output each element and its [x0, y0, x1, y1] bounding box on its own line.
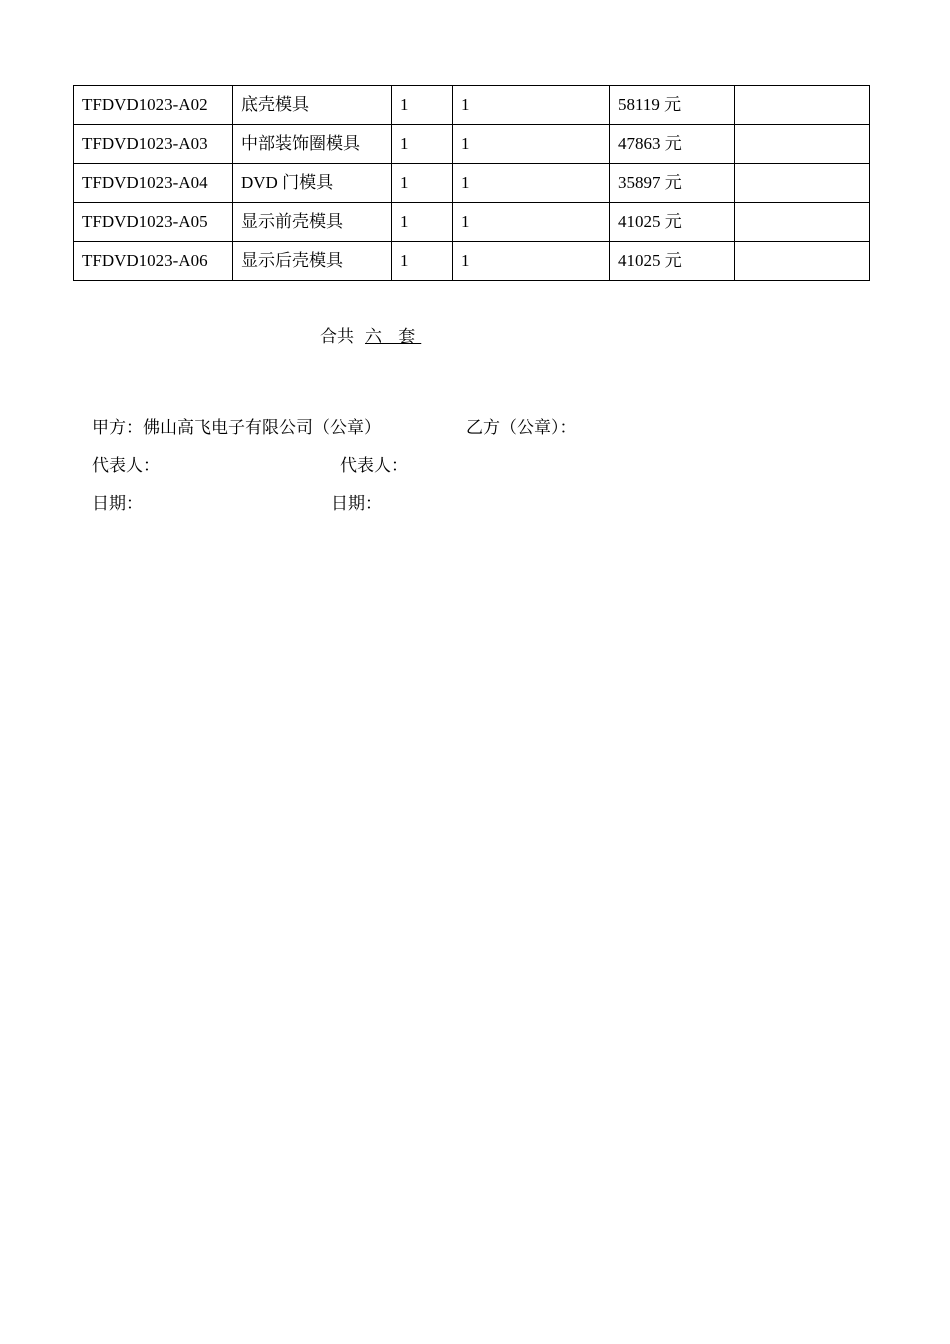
mould-price-table [73, 85, 870, 281]
representative-b-label: 代表人： [340, 456, 408, 475]
table-cell: 1 [453, 203, 610, 242]
date-b-label: 日期： [331, 494, 382, 513]
total-label: 合共 [320, 327, 354, 346]
party-a-label: 甲方：佛山高飞电子有限公司（公章） [92, 418, 381, 437]
table-cell: 1 [453, 125, 610, 164]
party-b-label: 乙方（公章）： [466, 418, 577, 437]
mould-code-cell: TFDVD1023-A05 [74, 203, 233, 242]
table-cell: 1 [453, 242, 610, 281]
remark-cell [735, 242, 870, 281]
mould-name-cell: DVD 门模具 [233, 164, 392, 203]
total-line [320, 322, 424, 347]
representative-a-label: 代表人： [92, 456, 160, 475]
table-cell: 1 [392, 203, 453, 242]
mould-name-cell: 中部装饰圈模具 [233, 125, 392, 164]
table-cell: 1 [392, 125, 453, 164]
remark-cell [735, 86, 870, 125]
mould-code-cell: TFDVD1023-A03 [74, 125, 233, 164]
price-cell: 47863 元 [610, 125, 735, 164]
mould-name-cell: 显示前壳模具 [233, 203, 392, 242]
table-row [74, 86, 870, 125]
mould-code-cell: TFDVD1023-A04 [74, 164, 233, 203]
remark-cell [735, 164, 870, 203]
price-cell: 58119 元 [610, 86, 735, 125]
price-cell: 41025 元 [610, 203, 735, 242]
table-cell: 1 [453, 164, 610, 203]
table-cell: 1 [392, 164, 453, 203]
price-cell: 35897 元 [610, 164, 735, 203]
table-row [74, 125, 870, 164]
table-row [74, 242, 870, 281]
date-a-label: 日期： [92, 494, 143, 513]
table-row [74, 164, 870, 203]
mould-code-cell: TFDVD1023-A02 [74, 86, 233, 125]
total-quantity: 六 套 [365, 327, 422, 346]
remark-cell [735, 125, 870, 164]
price-cell: 41025 元 [610, 242, 735, 281]
remark-cell [735, 203, 870, 242]
mould-code-cell: TFDVD1023-A06 [74, 242, 233, 281]
table-row [74, 203, 870, 242]
table-cell: 1 [453, 86, 610, 125]
table-cell: 1 [392, 242, 453, 281]
mould-name-cell: 显示后壳模具 [233, 242, 392, 281]
table-cell: 1 [392, 86, 453, 125]
mould-name-cell: 底壳模具 [233, 86, 392, 125]
